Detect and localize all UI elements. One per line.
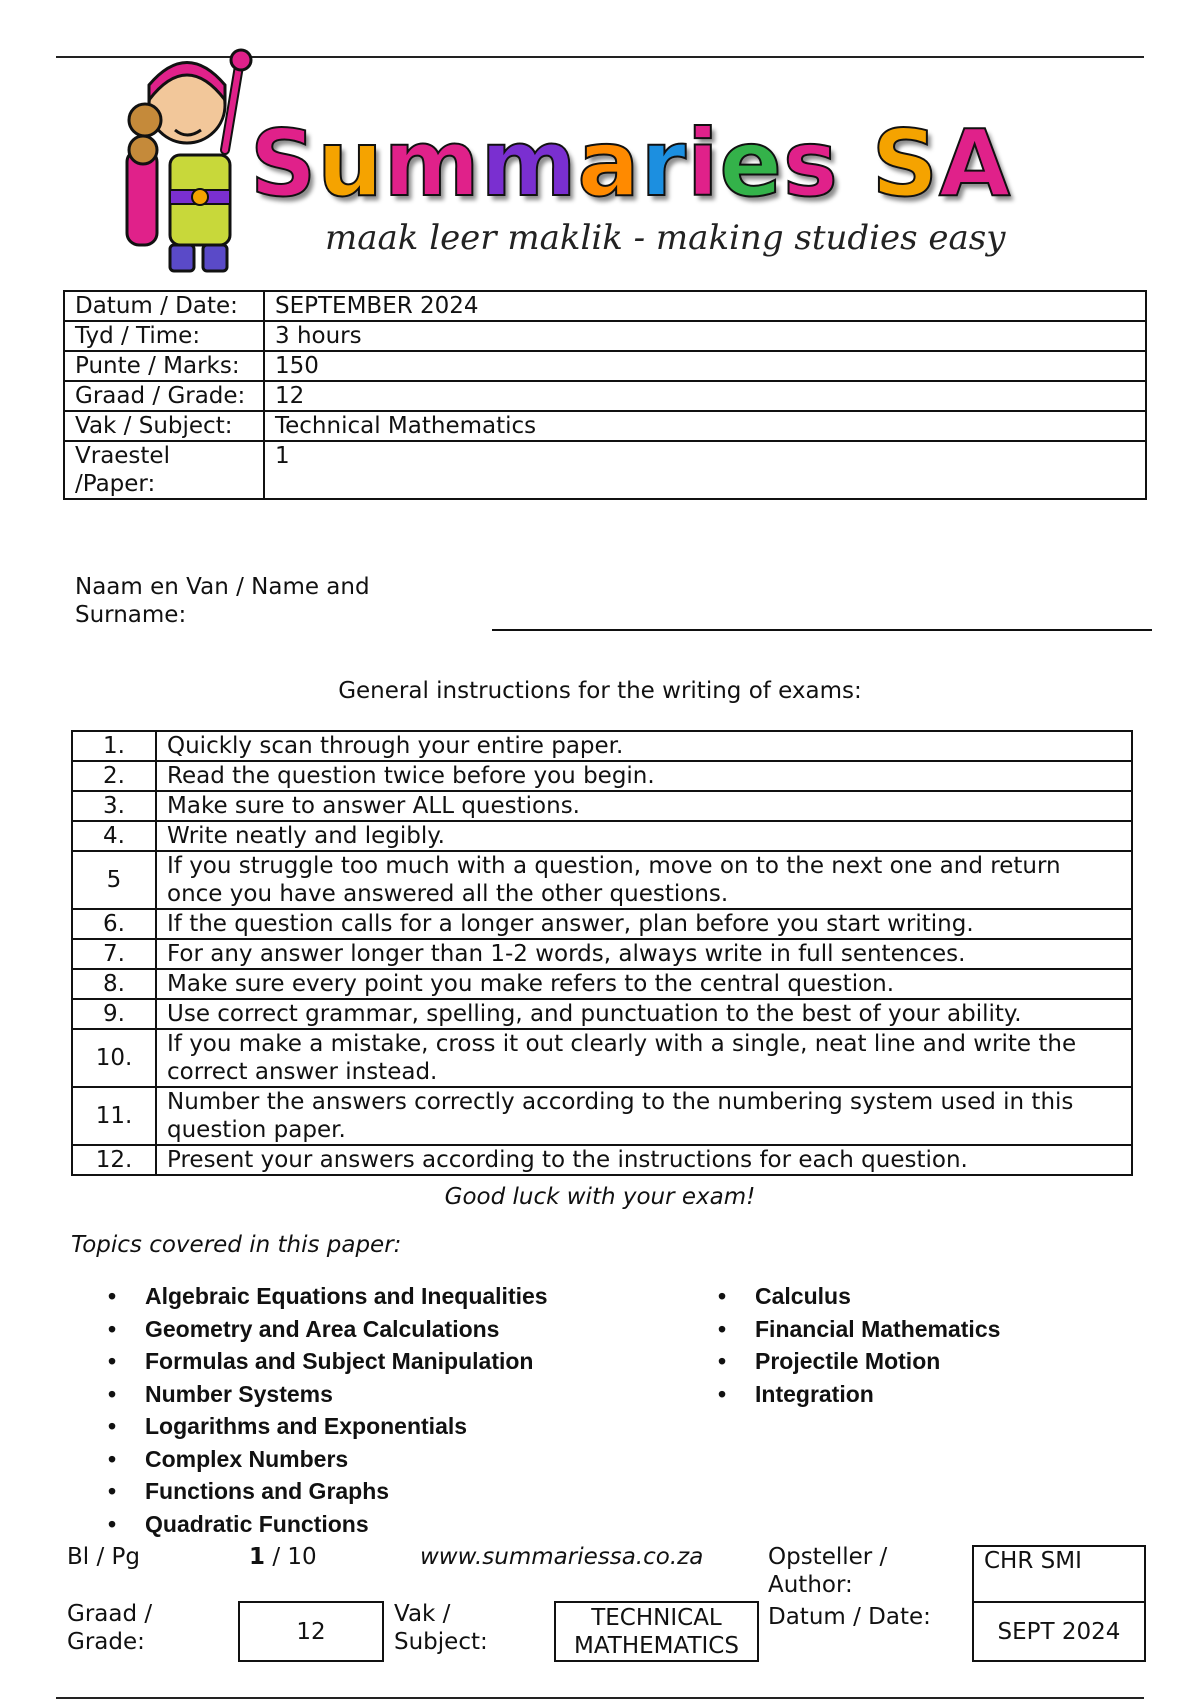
instruction-row (72, 1087, 1132, 1145)
instruction-number: 3. (72, 791, 156, 821)
instruction-row (72, 761, 1132, 791)
info-value: 3 hours (264, 321, 1146, 351)
page-total: / 10 (272, 1544, 317, 1570)
topic-item: • Functions and Graphs (108, 1475, 548, 1508)
author-value: CHR SMI (984, 1548, 1082, 1574)
topic-item: • Calculus (718, 1280, 1000, 1313)
info-row-date (64, 291, 1146, 321)
instruction-text: For any answer longer than 1-2 words, always write in full sentences. (156, 939, 1132, 969)
instructions-title: General instructions for the writing of exams: (338, 678, 862, 704)
info-label: Vraestel /Paper: (64, 441, 264, 499)
topic-item: • Logarithms and Exponentials (108, 1410, 548, 1443)
mascot-icon (115, 40, 255, 275)
instruction-text: Number the answers correctly according to the numbering system used in this question paper. (156, 1087, 1132, 1145)
instruction-number: 8. (72, 969, 156, 999)
instruction-row (72, 999, 1132, 1029)
instruction-number: 10. (72, 1029, 156, 1087)
grade-value-box (238, 1601, 384, 1662)
info-label: Graad / Grade: (64, 381, 264, 411)
date-value: SEPT 2024 (997, 1618, 1121, 1645)
info-label: Vak / Subject: (64, 411, 264, 441)
instruction-row (72, 1029, 1132, 1087)
page-label: Bl / Pg (67, 1544, 141, 1570)
info-row-grade (64, 381, 1146, 411)
instruction-number: 5 (72, 851, 156, 909)
instruction-row (72, 791, 1132, 821)
topics-list-right (718, 1280, 1000, 1410)
exam-info-table (63, 290, 1147, 500)
info-label: Tyd / Time: (64, 321, 264, 351)
name-surname-line[interactable] (492, 629, 1152, 631)
instruction-row (72, 851, 1132, 909)
grade-value: 12 (296, 1618, 326, 1645)
instruction-number: 1. (72, 731, 156, 761)
instruction-text: Make sure to answer ALL questions. (156, 791, 1132, 821)
instruction-row (72, 1145, 1132, 1175)
topic-item: • Formulas and Subject Manipulation (108, 1345, 548, 1378)
info-label: Datum / Date: (64, 291, 264, 321)
grade-label: Graad / Grade: (67, 1601, 153, 1655)
info-value: Technical Mathematics (264, 411, 1146, 441)
info-row-subject (64, 411, 1146, 441)
info-row-marks (64, 351, 1146, 381)
instruction-text: If you make a mistake, cross it out clearly with a single, neat line and write the correct answer instead. (156, 1029, 1132, 1087)
instruction-number: 7. (72, 939, 156, 969)
info-value: 12 (264, 381, 1146, 411)
page-number (249, 1543, 317, 1571)
brand-logo: Summaries SA (250, 110, 1012, 217)
instruction-text: Use correct grammar, spelling, and punctuation to the best of your ability. (156, 999, 1132, 1029)
website-link[interactable]: www.summariessa.co.za (420, 1544, 704, 1570)
bottom-rule (56, 1697, 1144, 1699)
instruction-number: 6. (72, 909, 156, 939)
instruction-row (72, 939, 1132, 969)
author-value-box (972, 1545, 1146, 1603)
instruction-text: If the question calls for a longer answer, plan before you start writing. (156, 909, 1132, 939)
page-current: 1 (249, 1544, 266, 1570)
good-luck-message: Good luck with your exam! (444, 1184, 756, 1210)
topic-item: • Complex Numbers (108, 1443, 548, 1476)
date-label: Datum / Date: (768, 1604, 931, 1630)
subject-value-box (554, 1601, 759, 1662)
instruction-text: Write neatly and legibly. (156, 821, 1132, 851)
info-value: SEPTEMBER 2024 (264, 291, 1146, 321)
instruction-text: Present your answers according to the instructions for each question. (156, 1145, 1132, 1175)
topic-item: • Projectile Motion (718, 1345, 1000, 1378)
instruction-row (72, 731, 1132, 761)
instruction-number: 12. (72, 1145, 156, 1175)
instruction-text: Quickly scan through your entire paper. (156, 731, 1132, 761)
instruction-row (72, 821, 1132, 851)
info-row-time (64, 321, 1146, 351)
instruction-row (72, 969, 1132, 999)
date-value-box (972, 1601, 1146, 1662)
instruction-number: 11. (72, 1087, 156, 1145)
brand-tagline: maak leer maklik - making studies easy (325, 218, 1006, 258)
topic-item: • Quadratic Functions (108, 1508, 548, 1541)
instruction-number: 4. (72, 821, 156, 851)
info-label: Punte / Marks: (64, 351, 264, 381)
instruction-number: 2. (72, 761, 156, 791)
author-label: Opsteller / Author: (768, 1544, 888, 1598)
name-surname-label: Naam en Van / Name and Surname: (75, 574, 370, 628)
topic-item: • Integration (718, 1378, 1000, 1411)
info-value: 150 (264, 351, 1146, 381)
instruction-row (72, 909, 1132, 939)
instructions-table (71, 730, 1133, 1176)
subject-value: TECHNICAL MATHEMATICS (574, 1604, 739, 1659)
instruction-text: If you struggle too much with a question, move on to the next one and return once you have answered all the other questions. (156, 851, 1132, 909)
subject-label: Vak / Subject: (394, 1601, 488, 1655)
topic-item: • Number Systems (108, 1378, 548, 1411)
instruction-number: 9. (72, 999, 156, 1029)
instruction-text: Read the question twice before you begin. (156, 761, 1132, 791)
instruction-text: Make sure every point you make refers to the central question. (156, 969, 1132, 999)
topic-item: • Financial Mathematics (718, 1313, 1000, 1346)
info-value: 1 (264, 441, 1146, 499)
topic-item: • Algebraic Equations and Inequalities (108, 1280, 548, 1313)
topics-title: Topics covered in this paper: (71, 1232, 402, 1258)
topic-item: • Geometry and Area Calculations (108, 1313, 548, 1346)
info-row-paper (64, 441, 1146, 499)
topics-list-left (108, 1280, 548, 1540)
